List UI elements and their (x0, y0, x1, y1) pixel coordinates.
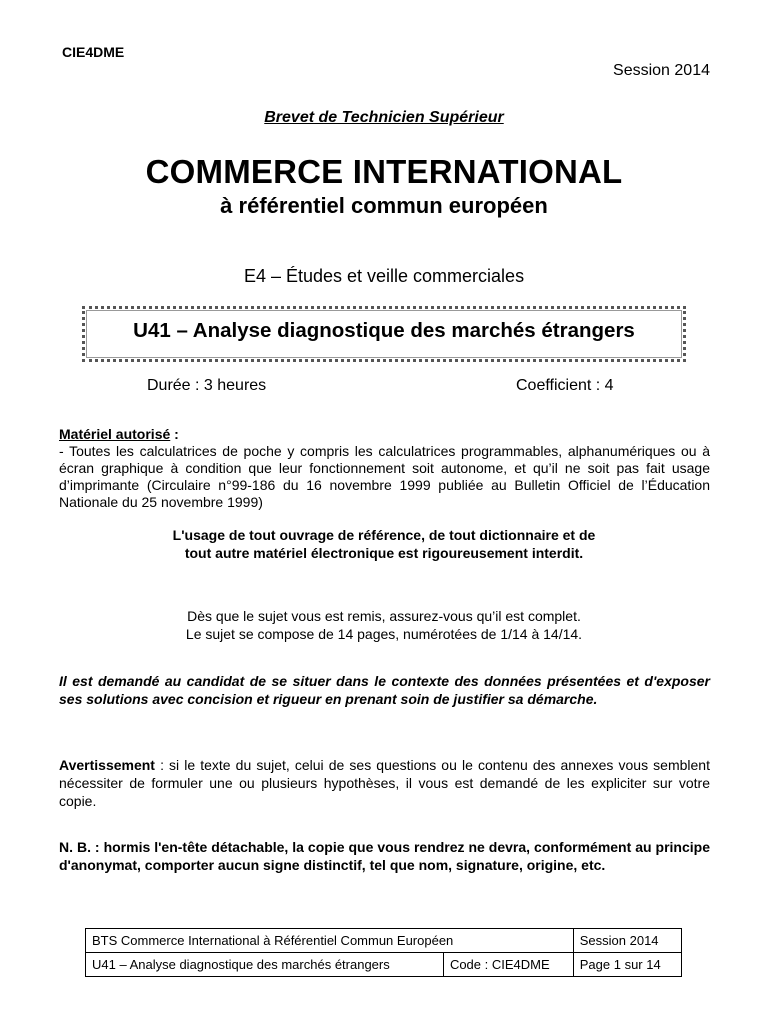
unit-title: U41 – Analyse diagnostique des marchés étrangers (133, 319, 635, 342)
warning-text: : si le texte du sujet, celui de ses questions ou le contenu des annexes vous semblent nécessiter de formuler une ou plusieurs hypothèses, il vous est demandé de les expliciter sur votre copie. (59, 757, 710, 809)
footer-row (86, 953, 682, 977)
coefficient-label: Coefficient : 4 (516, 377, 614, 394)
document-subtitle: à référentiel commun européen (220, 193, 548, 218)
subject-notice (0, 607, 768, 643)
session-label: Session 2014 (613, 62, 710, 79)
authorized-material-title: Matériel autorisé (59, 426, 171, 442)
usage-notice (0, 526, 768, 562)
footer-page: Page 1 sur 14 (573, 953, 681, 977)
authorized-material-colon: : (170, 426, 179, 442)
subject-notice-line-1: Dès que le sujet vous est remis, assurez-vous qu’il est complet. (187, 608, 581, 624)
footer-row (86, 929, 682, 953)
document-title: COMMERCE INTERNATIONAL (145, 153, 623, 190)
exam-section: E4 – Études et veille commerciales (243, 266, 525, 286)
footer-table (85, 928, 682, 977)
footer-code: Code : CIE4DME (443, 953, 573, 977)
authorized-material-text: - Toutes les calculatrices de poche y compris les calculatrices programmables, alphanumériques ou à écran graphique à condition que leur fonctionnement soit autonome, et qu’il ne soit pas fait usage d’imprimante (Circulaire n°99-186 du 16 novembre 1999 publiée au Bulletin Officiel de l’Éducation Nationale du 25 novembre 1999) (59, 443, 710, 510)
nb-paragraph: N. B. : hormis l'en-tête détachable, la copie que vous rendrez ne devra, conformément au principe d'anonymat, comporter aucun signe distinctif, tel que nom, signature, origine, etc. (59, 839, 710, 873)
diploma-label: Brevet de Technicien Supérieur (264, 109, 504, 126)
warning-paragraph (59, 756, 710, 810)
candidate-instructions: Il est demandé au candidat de se situer dans le contexte des données présentées et d'exposer ses solutions avec concision et rigueur en prenant soin de justifier sa démarche. (59, 673, 710, 707)
usage-notice-line-1: L'usage de tout ouvrage de référence, de tout dictionnaire et de (172, 527, 596, 543)
footer-session: Session 2014 (573, 929, 681, 953)
subject-notice-line-2: Le sujet se compose de 14 pages, numérotées de 1/14 à 14/14. (185, 626, 583, 642)
duration-label: Durée : 3 heures (147, 377, 267, 394)
footer-program: BTS Commerce International à Référentiel Commun Européen (86, 929, 574, 953)
exam-code: CIE4DME (62, 44, 125, 60)
warning-label: Avertissement (59, 757, 155, 773)
usage-notice-line-2: tout autre matériel électronique est rigoureusement interdit. (184, 545, 584, 561)
authorized-material (59, 426, 710, 511)
footer-unit: U41 – Analyse diagnostique des marchés étrangers (86, 953, 444, 977)
authorized-material-heading (59, 426, 179, 442)
